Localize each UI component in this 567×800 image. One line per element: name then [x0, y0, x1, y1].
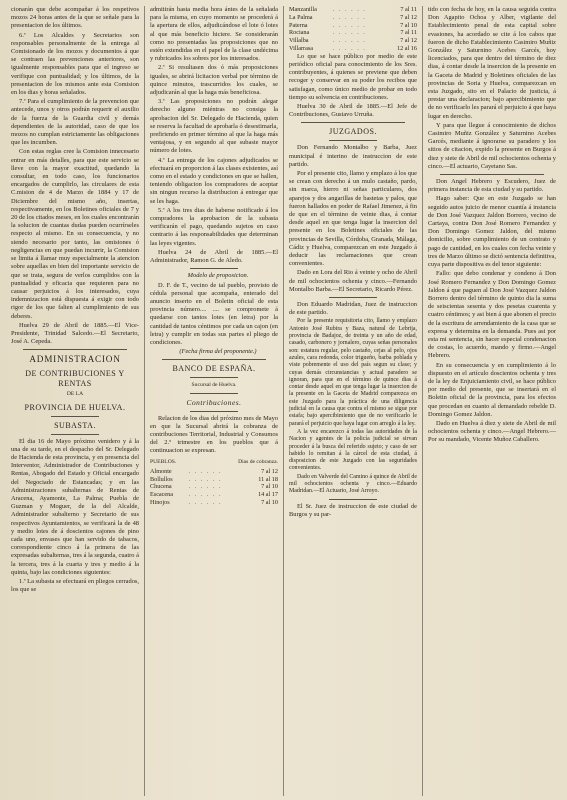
paragraph: tido con fecha de hoy, en la causa seguida contra Don Agapito Ochoa y Alber, vigilante del Establecimiento penal de esta capital sobre evasiones, ha acordado se cite á los cabos que fueron de dicho Establecimiento Casimiro Muñiz González y Saturnino Acebes Garcés, hoy licenciados, para que dentro del término de diez dias, á contar desde la insercion de la presente en la Gaceta de Madrid y Boletines oficiales de las provincias de Soria y Huelva, comparezcan en esta Juzgado, sito en el Palacio de justicia, á prestar una declaracion; bajo apercibimiento que de no verificarlo les parará el perjuicio á que haya lugar en derecho. — [428, 6, 556, 120]
section-subheading: PROVINCIA DE HUELVA. — [24, 402, 126, 412]
table-header-left: PUEBLOS. — [150, 458, 177, 465]
paragraph: Lo que se hace público por medio de este periódico oficial para conocimiento de los Sres. contribuyentes, á quienes se previene que deben recoger y conservar en su poder los recibos que satisfagan, como único medio de probar en todo tiempo su solvencia en contribuciones. — [289, 52, 417, 101]
paragraph: 6.ª Los Alcaldes y Secretarios son responsables personalmente de la entrega al Comisionado de los mozos y documentos á que se contraen las prevenciones anteriores, son igualmente responsables para que el ingreso se verifique con puntualidad; y los últimos, de la presentacion de los mismos ante esta Comision en los dias y horas señalados. — [11, 31, 139, 97]
collection-days: 14 al 17 — [258, 491, 278, 499]
collection-days: 7 al 11 — [400, 29, 417, 37]
column-3 — [283, 6, 422, 796]
paragraph: 2.ª Si resultasen dos ó más proposiciones iguales, se abrirá licitacion verbal por término de quince minutos, trascurridos los cuales, se adjudicarán al que la haga más beneficiosa. — [150, 64, 278, 97]
table-row: Villarrasa . . . . . . 12 al 16 — [289, 44, 417, 52]
town-name: Paterna — [289, 21, 308, 29]
divider — [190, 393, 238, 394]
date-signature: Huelva 30 de Abril de 1885.—El Jefe de Contribuciones, Gustavo Urruña. — [289, 103, 417, 119]
collection-days: 7 al 12 — [400, 13, 417, 21]
table-row: Manzanilla . . . . . . 7 al 11 — [289, 6, 417, 13]
town-name: Villarrasa — [289, 44, 314, 52]
paragraph: Por la presente requisitoria cito, llamo y emplazo Antonio José Rubira y Baza, natural de Lebrija, provincia de Badajoz, de treinta y un año de edad, casado, carbonero y jornalero, cuyas señas personales son: estatura regular, pelo castaño, cejas al pelo, ojos azules, cara redonda, color trigueño, barba poblada y viste pobremente el uso del país segun su clase; y cuyas demás circunstancias y actual paradero se ignoran, para que en el término de quince dias á contar desde aquel en que tenga lugar la insercion de la presente en la Gaceta de Madrid comparezca en este Juzgado para la práctica de una diligencia judicial en la causa que contra el mismo se sigue por estafa; bajo apercibimiento que de no verificarlo le parará el perjuicio que haya lugar con arreglo á la ley. — [289, 318, 417, 427]
date-signature: Huelva 24 de Abril de 1885.—El Administrador, Ramon G. de Aledo. — [150, 248, 278, 265]
section-title: SUBASTA. — [54, 420, 96, 430]
town-name: Chucena — [150, 483, 172, 491]
town-name: Hinojos — [150, 498, 170, 506]
divider — [190, 268, 238, 269]
paragraph: 1.ª La subasta se efectuará en pliegos cerrados, los que se — [11, 577, 139, 594]
section-subheading: Sucursal de Huelva. — [191, 382, 237, 389]
collection-days: 7 al 11 — [400, 6, 417, 13]
model-heading: Modelo de proposicion. — [187, 272, 249, 280]
divider — [329, 499, 377, 500]
collection-days: 12 al 16 — [397, 44, 417, 52]
table-row: Bollullos . . . . . . 11 al 18 — [150, 475, 278, 483]
table-header-right: Dias de cobranza. — [238, 458, 278, 465]
paragraph: El dia 16 de Mayo próximo venidero y á la una de su tarde, en el despacho del Sr. Delegado de Hacienda de esta provincia, y en presencia del Interventor, Administrador de Contribuciones y Rentas, Abogado del Estado y Oficial encargado del Negociado de Estancadas; y en las Administraciones subalternas de Rentas de Aracena, Ayamonte, La Palma; Puebla de Guzman y Moguer, de la del Alcalde, Administrador subalterno y Secretario de sus respectivos Ayuntamientos, se verificará la de 48 y medio lotes de á doscientos cajones de pino cada uno, envases que han servido de tabacos, correspondiente cinco á la primera de las expresadas subalternas, tres á la segunda, cuatro á la tercera, tres á la cuarta y tres y medio á la quinta, bajo las condiciones siguientes: — [11, 437, 139, 576]
paragraph: Relacion de los dias del próximo mes de Mayo en que la Sucursal abrirá la cobranza de contribuciones Territorial, Industrial y Consumos del 2.º trimestre en los pueblos que á continuacion se expresan. — [150, 414, 278, 455]
column-2 — [144, 6, 283, 796]
divider — [301, 122, 405, 123]
column-1 — [6, 6, 144, 796]
table-row: Chucena . . . . . . 7 al 10 — [150, 483, 278, 491]
collection-days: 7 al 12 — [400, 37, 417, 45]
paragraph: admitirán hasta media hora ántes de la señalada para la misma, en cuyo momento se procederá á la apertura de ellos, adjudicándose el lote ó lotes al que más beneficio hiciere. Se considerarán como no presentadas las proposiciones que no estén extendidas en el papel de la clase undécima y rubricados los sobres por los interesados. — [150, 6, 278, 63]
divider — [440, 174, 544, 175]
table-header — [150, 458, 278, 466]
table-row: Paterna . . . . . . 7 al 10 — [289, 21, 417, 29]
paragraph: Dado en Valverde del Camino á quince de Abril de mil ochocientos ochenta y cinco.—Eduardo Madridan.—El Actuario, José Arroyo. — [289, 473, 417, 495]
paragraph: 5.ª A los tres dias de haberse notificado á los compradores la aprobacion de la subasta verificarán el pago, quedando sujetos en caso contrario á las responsabilidades que determinan las leyes vigentes. — [150, 206, 278, 247]
table-row: Almonte . . . . . . 7 al 12 — [150, 467, 278, 475]
town-name: La Palma — [289, 13, 313, 21]
section-title: Contribuciones. — [186, 397, 242, 407]
collection-days: 7 al 10 — [261, 498, 278, 506]
town-name: Bollullos — [150, 475, 173, 483]
town-name: Escacena — [150, 491, 174, 499]
divider — [23, 349, 127, 350]
divider — [190, 411, 238, 412]
paragraph: 7.ª Para el cumplimiento de la prevencion que antecede, unos y otros podrán requerir el auxilio de la fuerza de la Guardia civil y demás dependientes de la autoridad, caso de que los mozos no cumplan estrictamente las obligaciones que les incumben. — [11, 98, 139, 147]
paragraph: A la vez encarezco á todas las autoridades de la Nacion y agentes de la policía judicial se sirvan proceder á la busca del referido sujeto; y caso de ser habido lo remitan á la cárcel de esta ciudad, á disposicion de este Juzgado con las seguridades convenientes. — [289, 428, 417, 472]
collection-days: 11 al 18 — [258, 475, 278, 483]
divider — [329, 140, 377, 141]
paragraph: D. F. de T., vecino de tal pueblo, provisto de cédula personal que acompaña, enterado del anuncio inserto en el Boletin oficial de esta provincia número.... .... se compromete á quedarse con tantos lotes (en letra) por la cantidad de tantos céntimos por cada un cajon (en letra) y cumplir en todas sus partes el pliego de condiciones. — [150, 281, 278, 346]
town-name: Manzanilla — [289, 6, 317, 13]
section-subheading: DE CONTRIBUCIONES Y RENTAS — [25, 369, 125, 389]
paragraph: 3.ª Las proposiciones no podrán alegar derecho alguno miéntras no consiga la aprobacion del Sr. Delegado de Hacienda, quien se reserva la facultad de aprobarla ó desestimarla, prefiriendo en primer término al que la haga más ventajosa, y en segundo al que subaste mayor número de lotes. — [150, 98, 278, 155]
table-row: La Palma . . . . . . 7 al 12 — [289, 13, 417, 21]
paragraph: Dado en Lora del Rio á veinte y ocho de Abril de mil ochocientos ochenta y cinco.—Fernando Montalbo Barba.—El Secretario, Ricardo Pérez. — [289, 269, 417, 293]
divider — [162, 359, 266, 360]
paragraph: Fallo: que debo condenar y condeno á Don José Romero Fernandez y Don Domingo Gomez Jaldon á que paguen al Don José Vazquez Jaldon Borrero dentro del término de quinto dia la suma de seiscientas sesenta y dos pesetas cuarenta y cuatro céntimos; y asi bien á que abonen el precio de la escritura de arrendamiento de la casa que se expresa y determina en la demanda. Pues asi por esta mi sentencia, sin hacer especial condenacion de costas, lo acuerdo, mando y firmo.—Angel Hebrero. — [428, 270, 556, 360]
divider — [51, 434, 99, 435]
date-signature: Huelva 29 de Abril de 1885.—El Vice-Presidente, Trinidad Salcedo.—El Secretario, José A. Cepeda. — [11, 321, 139, 346]
town-name: Villalba — [289, 37, 309, 45]
table-row: Hinojos . . . . . . 7 al 10 — [150, 498, 278, 506]
section-heading: BANCO DE ESPAÑA. — [172, 364, 256, 374]
collection-days: 7 al 10 — [400, 21, 417, 29]
paragraph: Con estas reglas cree la Comision innecesario entrar en más detalles, para que este servicio se lleve con la mayor exactitud, quedando la consultar, en todo caso, los funcionarios encargados de cumplirlo, las circulares de esta C.mision de 4 de Marzo de 1884 y 17 de Diciembre del mismo año, insertas, respectivamente, en los Boletines oficiales de 7 y 20 de los citados meses, en los cuales encontrarán la solucion de cuantas dudas pueden ocurrírseles respecto al mismo. En su consecuencia, y no siendo necesario por tanto, las omisiones ó negligencias en que puedan incurrir, la Comision se limita á llamar muy especialmente la atencion sobre aquellas en bien del importante servicio de que se trata, segura de verlos cumplidos con la puntualidad y eficacia que requieren para no causar perjuicios á los interesados, cuya indemnizacion está dispuesta á exigir con todo rigor de los que falten al cumplimiento de sus deberes. — [11, 148, 139, 320]
paragraph: Por el presente cito, llamo y emplazo á los que se crean con derecho á un mulo castaño, pardo, sin marca, hierro ni señas particulares, dos aparejos y dos angarillas de bastetas y palos, que fueron hallados en poder de Rafael Jimenez, á fin de que en el término de veinte dias, á contar desde aquel en que tenga lugar la insercion del presente en los Boletines oficiales de las provincias de Sevilla, Córdoba, Granada, Málaga, Cádiz y Huelva, comparezcan en este Juzgado á deducir las reclamaciones que crean convenientes. — [289, 170, 417, 268]
section-heading: ADMINISTRACION — [29, 354, 121, 365]
paragraph: Don Angel Hebrero y Escudero, Juez de primera instancia de esta ciudad y su partido. — [428, 178, 556, 194]
divider — [329, 297, 377, 298]
divider — [51, 416, 99, 417]
table-row: Escacena . . . . . . 14 al 17 — [150, 491, 278, 499]
town-name: Rociana — [289, 29, 310, 37]
section-subheading: DE LA — [66, 391, 84, 398]
signature-note: (Fecha firma del proponente.) — [179, 348, 257, 356]
paragraph: Y para que llegue á conocimiento de dichos Casimiro Muñiz González y Saturnino Acebes Garcés, mediante á ignorarse su paradero y los sitios de citacion, expido la presente en Burgos á diez y siete de Abril de mil ochocientos ochenta y cinco.—El actuario, Cayetano Sas. — [428, 121, 556, 170]
paragraph: cionarán que debe acompañar á los respetivos mozos 24 horas antes de la que se señale para la presentacion de los últimos. — [11, 6, 139, 30]
column-4 — [422, 6, 561, 796]
table-row: Rociana . . . . . . 7 al 11 — [289, 29, 417, 37]
paragraph: Don Eduardo Madridan, Juez de instruccion de este partido. — [289, 301, 417, 317]
collection-days: 7 al 12 — [261, 467, 278, 475]
paragraph: Dado en Huelva á diez y siete de Abril de mil ochocientos ochenta y cinco.—Angel Hebrero.—Por su mandado, Vicente Muñoz Caballero. — [428, 419, 556, 444]
paragraph: El Sr. Juez de instruccion de este ciudad de Burgos y su par- — [289, 502, 417, 518]
paragraph: En su consecuencia y en cumplimiento á lo dispuesto en el artículo doscientos ochenta y tres de la ley de Enjuiciamiento civil, se hace público por medio del presente, que se insertará en el Boletin oficial de la provincia, para los efectos que procedan en cuanto al demandado rebelde D. Domingo Gomez Jaldon. — [428, 361, 556, 418]
collection-table — [150, 468, 278, 507]
section-heading: JUZGADOS. — [329, 127, 377, 137]
paragraph: 4.ª La entrega de los cajones adjudicados se efectuará en proporcion á las clases existentes, así como en el estado y condiciones en que se hallen, teniendo obligacion los compradores de aceptar sin ningun recurso la distribucion á entregar que se les haga. — [150, 156, 278, 205]
paragraph: Don Fernando Montalbo y Barba, Juez municipal é interino de instruccion de este partido. — [289, 144, 417, 168]
divider — [190, 377, 238, 378]
paragraph: Hago saber: Que en este Juzgado se han seguido autos juicio de menor cuantía á instancia de Don José Vazquez Jaldon Borrero, vecino de Cartaya, contra Don José Romero Fernandez y Don Domingo Gomez Jaldon, del mismo domicilio, sobre cumplimiento de un contrato y pago de cantidad, en los cuales con fecha veinte y tres de Marzo último se dictó sentencia definitiva, cuya parte dispositiva es del tenor siguiente: — [428, 195, 556, 269]
town-name: Almonte — [150, 467, 172, 475]
collection-table-continued — [289, 6, 417, 53]
table-row: Villalba . . . . . . 7 al 12 — [289, 37, 417, 45]
collection-days: 7 al 10 — [261, 483, 278, 491]
